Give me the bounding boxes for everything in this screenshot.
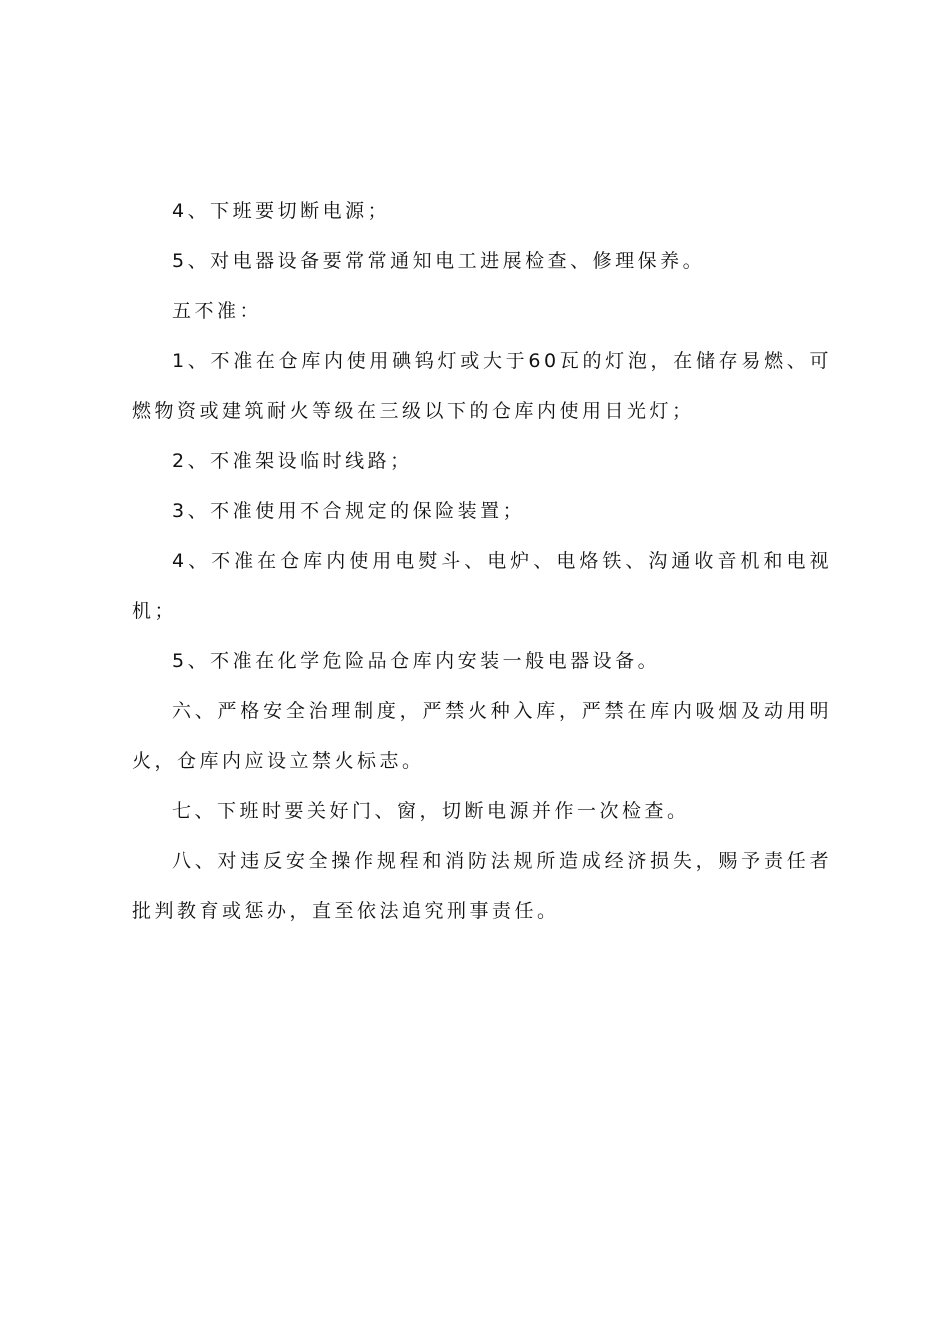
- paragraph-section-seven: 七、下班时要关好门、窗，切断电源并作一次检查。: [172, 800, 690, 822]
- paragraph-prohibition-temporary-lines: 2、不准架设临时线路；: [172, 450, 413, 472]
- paragraph-power-off: 4、下班要切断电源；: [172, 200, 391, 222]
- paragraph-section-six: 六、严格安全治理制度，严禁火种入库，严禁在库内吸烟及动用明火，仓库内应设立禁火标志。: [132, 700, 832, 772]
- paragraph-prohibition-appliances: 4、不准在仓库内使用电熨斗、电炉、电烙铁、沟通收音机和电视机；: [132, 550, 832, 622]
- paragraph-prohibition-fuses: 3、不准使用不合规定的保险装置；: [172, 500, 526, 522]
- paragraph-prohibition-lamps: 1、不准在仓库内使用碘钨灯或大于60瓦的灯泡，在储存易燃、可燃物资或建筑耐火等级在三级以下的仓库内使用日光灯；: [132, 350, 832, 422]
- document-body: [132, 186, 832, 936]
- paragraph-prohibition-chemical-warehouse: 5、不准在化学危险品仓库内安装一般电器设备。: [172, 650, 661, 672]
- paragraph-section-eight: 八、对违反安全操作规程和消防法规所造成经济损失，赐予责任者批判教育或惩办，直至依法追究刑事责任。: [132, 850, 832, 922]
- paragraph-five-prohibitions-heading: 五不准：: [172, 300, 263, 322]
- paragraph-electrician-inspection: 5、对电器设备要常常通知电工进展检查、修理保养。: [172, 250, 706, 272]
